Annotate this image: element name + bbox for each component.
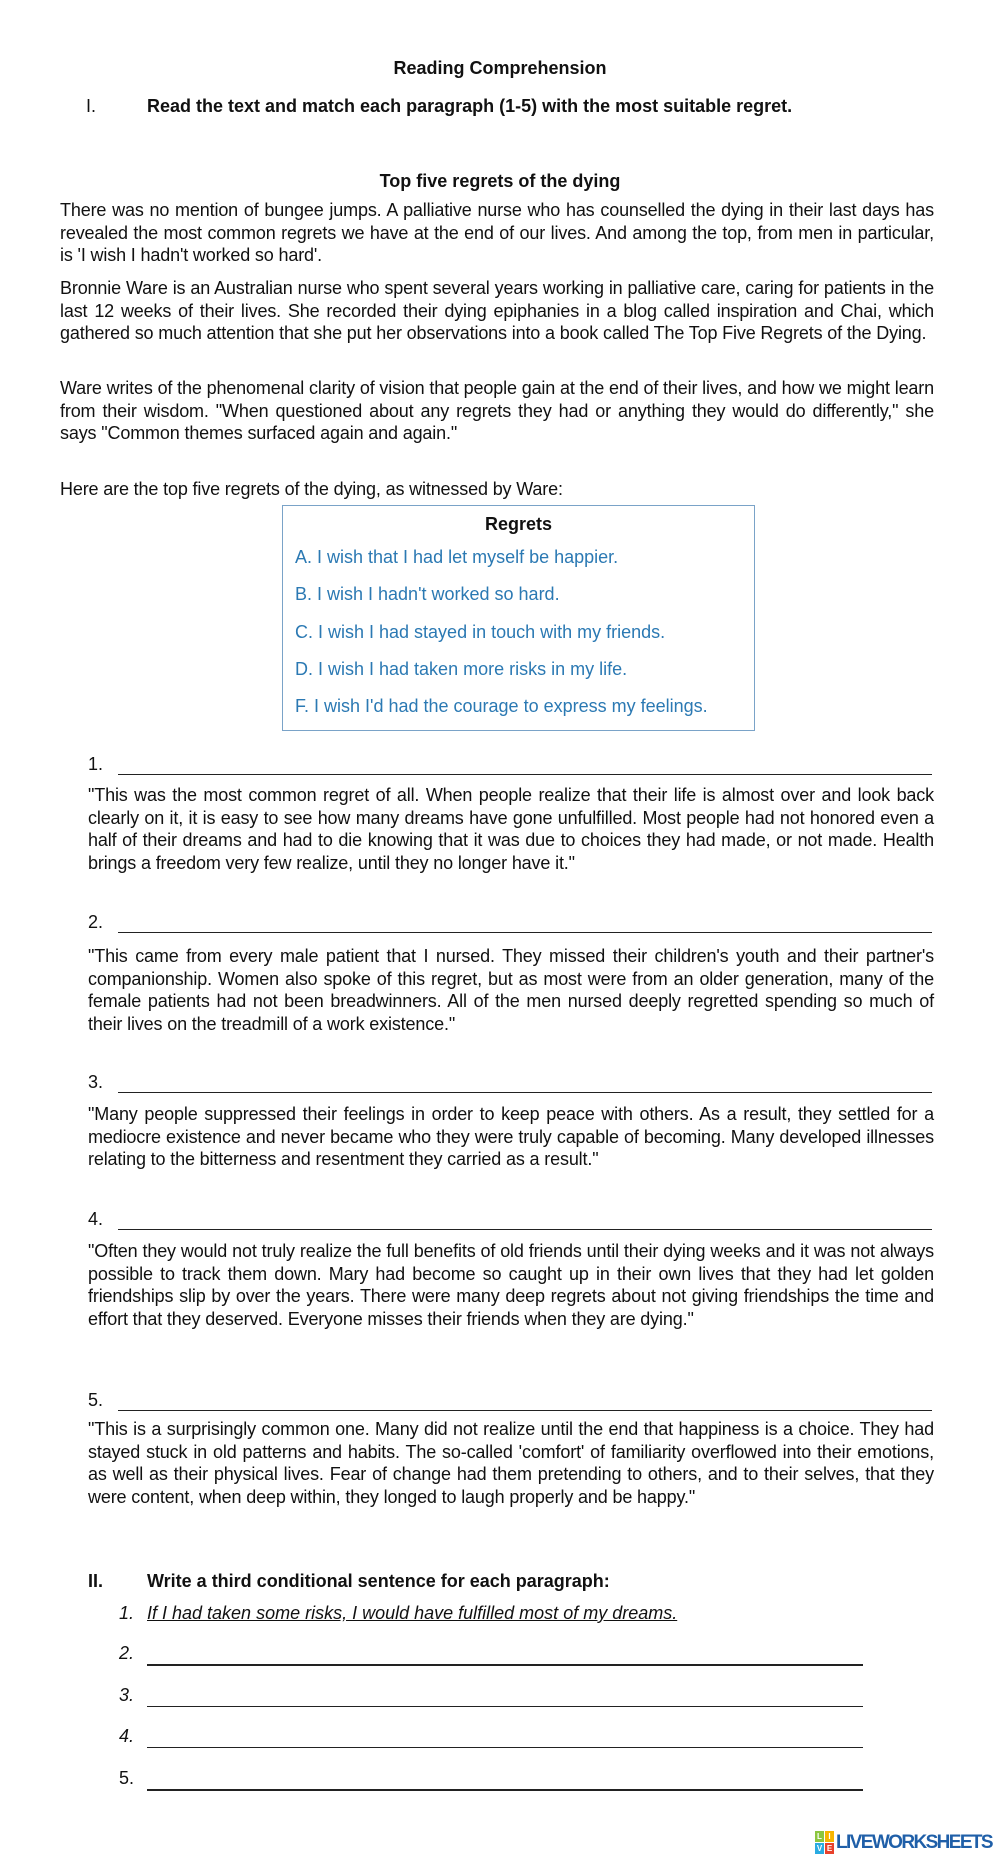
logo-mark-v: V	[816, 1844, 823, 1853]
section1-number: I.	[86, 96, 97, 116]
section2-item-3-answer-field[interactable]	[147, 1685, 863, 1707]
section2-item-1-answer: If I had taken some risks, I would have fulfilled most of my dreams.	[147, 1603, 678, 1623]
article-paragraph-1: There was no mention of bungee jumps. A palliative nurse who has counselled the dying in their last days has revealed the most common regrets we have at the end of our lives. And among the top, from men in particular, is 'I wish I hadn't worked so hard'.	[60, 200, 934, 266]
question-2-number: 2.	[88, 912, 104, 932]
article-title: Top five regrets of the dying	[379, 171, 621, 191]
logo-mark-l: L	[815, 1831, 824, 1842]
section2-item-2-answer-field[interactable]	[147, 1643, 863, 1666]
section2-item-4-number: 4.	[119, 1726, 135, 1746]
question-4-number: 4.	[88, 1209, 104, 1229]
regrets-heading: Regrets	[484, 514, 553, 534]
section1-instruction: Read the text and match each paragraph (1-5) with the most suitable regret.	[147, 96, 793, 116]
regret-option-a: A. I wish that I had let myself be happier.	[295, 547, 619, 567]
logo-mark-e: E	[826, 1844, 833, 1853]
regret-option-b: B. I wish I hadn't worked so hard.	[295, 584, 560, 605]
regret-option-c: C. I wish I had stayed in touch with my friends.	[295, 621, 666, 642]
section2-item-3-number: 3.	[119, 1685, 135, 1705]
question-5-answer-field[interactable]	[118, 1390, 932, 1411]
section2-item-5-number: 5.	[119, 1768, 135, 1788]
regret-option-f: F. I wish I'd had the courage to express my feelings.	[295, 696, 708, 717]
regret-option-d: D. I wish I had taken more risks in my life.	[295, 658, 628, 679]
section2-item-5-answer-field[interactable]	[147, 1768, 863, 1791]
liveworksheets-logo	[815, 1831, 995, 1854]
question-3-paragraph: "Many people suppressed their feelings in order to keep peace with others. As a result, they settled for a mediocre existence and never became who they were truly capable of becoming. Many developed illnesses relating to the bitterness and resentment they carried as a result."	[88, 1104, 934, 1170]
section2-number: II.	[88, 1571, 104, 1591]
question-2-answer-field[interactable]	[118, 912, 932, 933]
article-intro: Here are the top five regrets of the dying, as witnessed by Ware:	[60, 479, 563, 499]
question-2-paragraph: "This came from every male patient that I nursed. They missed their children's youth and their partner's companionship. Women also spoke of this regret, but as most were from an older generation, many of the female patients had not been breadwinners. All of the men nursed deeply regretted spending so much of their lives on the treadmill of a work existence."	[88, 946, 934, 1034]
article-paragraph-2: Bronnie Ware is an Australian nurse who spent several years working in palliative care, caring for patients in the last 12 weeks of their lives. She recorded their dying epiphanies in a blog called inspiration and Chai, which gathered so much attention that she put her observations into a book called The Top Five Regrets of the Dying.	[60, 278, 934, 344]
logo-mark-i: I	[825, 1831, 834, 1842]
liveworksheets-logo-icon	[815, 1831, 834, 1854]
question-5-number: 5.	[88, 1390, 104, 1410]
worksheet-title: Reading Comprehension	[393, 58, 607, 78]
regrets-box	[282, 505, 755, 731]
liveworksheets-logo-text: LIVEWORKSHEETS	[836, 1831, 993, 1853]
question-3-answer-field[interactable]	[118, 1072, 932, 1093]
question-5-paragraph: "This is a surprisingly common one. Many did not realize until the end that happiness is a choice. They had stayed stuck in old patterns and habits. The so-called 'comfort' of familiarity overflowed into their emotions, as well as their physical lives. Fear of change had them pretending to others, and to their selves, that they were content, when deep within, they longed to laugh properly and be happy."	[88, 1419, 934, 1507]
question-3-number: 3.	[88, 1072, 104, 1092]
question-1-number: 1.	[88, 754, 104, 774]
question-1-paragraph: "This was the most common regret of all. When people realize that their life is almost over and look back clearly on it, it is easy to see how many dreams have gone unfulfilled. Most people had not honored even a half of their dreams and had to die knowing that it was due to choices they had made, or not made. Health brings a freedom very few realize, until they no longer have it."	[88, 785, 934, 873]
question-4-paragraph: "Often they would not truly realize the full benefits of old friends until their dying weeks and it was not always possible to track them down. Mary had become so caught up in their own lives that they had let golden friendships slip by over the years. There were many deep regrets about not giving friendships the time and effort that they deserved. Everyone misses their friends when they are dying."	[88, 1241, 934, 1329]
article-paragraph-3: Ware writes of the phenomenal clarity of vision that people gain at the end of their lives, and how we might learn from their wisdom. "When questioned about any regrets they had or anything they would do differently," she says "Common themes surfaced again and again."	[60, 378, 934, 444]
section2-item-1-number: 1.	[119, 1603, 135, 1623]
question-1-answer-field[interactable]	[118, 754, 932, 775]
question-4-answer-field[interactable]	[118, 1209, 932, 1230]
section2-instruction: Write a third conditional sentence for each paragraph:	[147, 1571, 610, 1591]
section2-item-2-number: 2.	[119, 1643, 135, 1663]
section2-item-4-answer-field[interactable]	[147, 1726, 863, 1748]
